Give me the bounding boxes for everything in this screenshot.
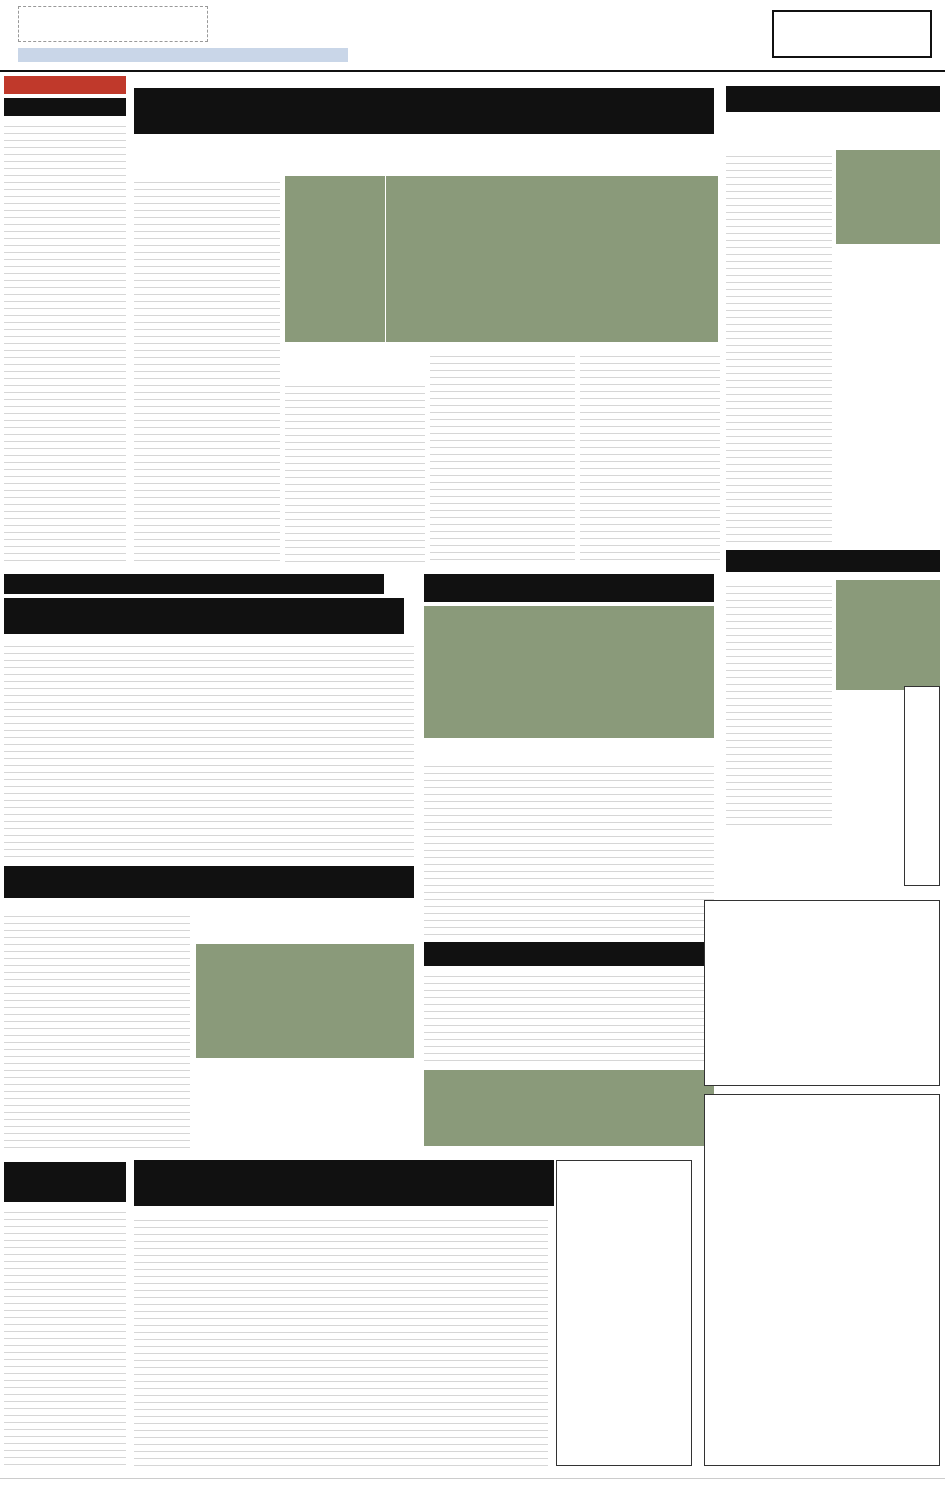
page-footer: [0, 1478, 945, 1498]
ganja-photo: [424, 606, 714, 738]
aiims-notice: [704, 900, 940, 1086]
court-body: [4, 640, 414, 860]
lead-photo-1: [285, 176, 385, 342]
bike-body: [726, 580, 832, 830]
jagarana-photo: [424, 1070, 714, 1146]
bike-headline: [726, 550, 940, 572]
kalia-photo: [196, 944, 414, 1058]
lead-body-col-3: [430, 350, 575, 566]
bike-photo: [836, 580, 940, 690]
furniture-photo: [836, 150, 940, 244]
brief-kicker: [4, 76, 126, 94]
furniture-body: [726, 150, 832, 542]
kalia-body: [4, 910, 190, 1150]
bridge-body: [134, 1214, 548, 1470]
lead-headline: [134, 88, 714, 134]
jagarana-headline: [424, 942, 714, 966]
lead-body-col-4: [580, 350, 720, 566]
masthead: [0, 0, 945, 72]
brief-body: [4, 120, 126, 566]
dateline: [18, 48, 348, 62]
kalia-headline: [4, 866, 414, 898]
women-headline: [4, 1162, 126, 1202]
furniture-headline: [726, 86, 940, 112]
women-body: [4, 1206, 126, 1470]
brief-headline: [4, 98, 126, 116]
walk-in-ad: [904, 686, 940, 886]
lead-photo-2: [386, 176, 718, 342]
newspaper-logo: [18, 6, 208, 42]
lead-body-col-1: [134, 176, 280, 566]
railway-notice: [556, 1160, 692, 1466]
ganja-body: [424, 760, 714, 940]
court-kicker: [4, 574, 384, 594]
jagarana-body: [424, 970, 714, 1066]
oscsc-notice: [704, 1094, 940, 1466]
court-headline: [4, 598, 404, 634]
ganja-headline: [424, 574, 714, 602]
lead-body-col-2: [285, 380, 425, 566]
section-title: [772, 10, 932, 58]
bridge-headline: [134, 1160, 554, 1206]
